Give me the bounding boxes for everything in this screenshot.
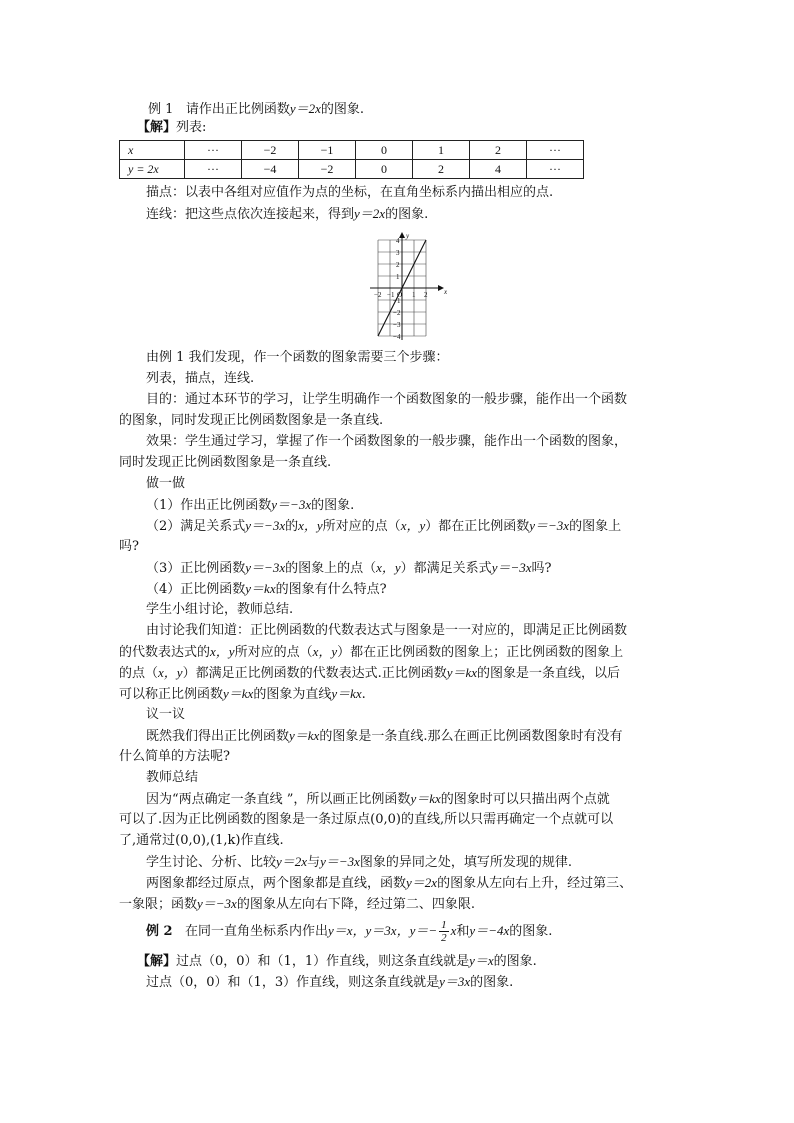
paragraph-line: 什么简单的方法呢? xyxy=(119,749,230,764)
paragraph-line: 可以了.因为正比例函数的图象是一条过原点(0,0)的直线,所以只需再确定一个点就可以 xyxy=(119,812,614,827)
table-row xyxy=(120,160,584,179)
paragraph-line: 由例 1 我们发现，作一个函数的图象需要三个步骤： xyxy=(146,350,449,365)
table-cell: ··· xyxy=(527,160,584,179)
text: 图象的异同之处，填写所发现的规律. xyxy=(359,855,573,870)
text: 所对应的点（ xyxy=(322,519,401,534)
table-cell: −2 xyxy=(242,141,299,160)
text: 过点（0，0）和（1，3）作直线，则这条直线就是 xyxy=(146,975,440,990)
paragraph-line: 学生小组讨论，教师总结. xyxy=(146,602,294,617)
formula: x，y xyxy=(298,518,323,533)
paragraph-line xyxy=(146,972,513,993)
text: 的图象上的点（ xyxy=(285,561,377,576)
paragraph-line xyxy=(119,684,366,705)
paragraph-line: 吗? xyxy=(119,539,139,554)
formula: y＝kx xyxy=(446,665,478,680)
formula: y＝2x xyxy=(289,101,321,116)
formula: y＝kx xyxy=(245,581,276,596)
table-cell: 1 xyxy=(413,141,470,160)
example-2-heading xyxy=(146,919,552,944)
table-cell: 2 xyxy=(413,160,470,179)
text: 的图象是一条直线.那么在画正比例函数图象时有没有 xyxy=(319,729,623,744)
formula: x xyxy=(450,923,457,938)
text: （2）满足关系式 xyxy=(146,519,246,534)
paragraph-line: 同时发现正比例函数图象是一条直线. xyxy=(119,455,332,470)
y-tick-label: −4 xyxy=(393,333,401,341)
y-tick-label: 4 xyxy=(396,237,400,245)
paragraph-line xyxy=(146,789,610,810)
paragraph-line: 效果：学生通过学习，掌握了作一个函数图象的一般步骤，能作出一个函数的图象， xyxy=(146,434,628,449)
example-text: 的图象. xyxy=(320,102,365,117)
solution-label: 【解】 xyxy=(137,120,177,135)
formula: y＝−3x xyxy=(529,518,570,533)
formula: x，y xyxy=(210,644,235,659)
section-heading-discuss: 议一议 xyxy=(146,707,186,722)
formula: y＝2x xyxy=(276,854,308,869)
formula: y＝−3x xyxy=(271,497,312,512)
formula: y＝−3x xyxy=(245,560,286,575)
example-label: 例 2 xyxy=(146,924,173,939)
text: （1）作出正比例函数 xyxy=(146,498,272,513)
question-2 xyxy=(146,516,621,537)
formula: y＝−4x xyxy=(469,923,510,938)
text: ）都在正比例函数的图象上；正比例函数的图象上 xyxy=(337,645,624,660)
y-tick-label: −3 xyxy=(393,321,401,329)
x-tick-label: −1 xyxy=(387,291,395,299)
table-cell: −2 xyxy=(299,160,356,179)
example-1-heading xyxy=(148,99,364,120)
formula: y＝x，y＝3x，y＝− xyxy=(328,923,438,938)
text: 的图象从左向右上升，经过第三、 xyxy=(437,876,633,891)
text: 一象限；函数 xyxy=(119,897,198,912)
formula: y＝−3x xyxy=(491,560,532,575)
formula: y＝x xyxy=(469,953,494,968)
fraction-denominator: 2 xyxy=(441,932,447,944)
formula: x，y xyxy=(312,644,338,659)
step-plot: 描点：以表中各组对应值作为点的坐标，在直角坐标系内描出相应的点. xyxy=(146,185,554,200)
text: 的图象. xyxy=(509,924,553,939)
text: 的图象有什么特点? xyxy=(275,582,387,597)
formula: y＝−3x xyxy=(245,518,286,533)
formula: y＝2x xyxy=(406,875,438,890)
table-cell: −1 xyxy=(299,141,356,160)
formula: y＝−3x xyxy=(320,854,360,869)
table-cell: ··· xyxy=(527,141,584,160)
text: ）都满足正比例函数的代数表达式.正比例函数 xyxy=(182,666,447,681)
step-text: 的图象. xyxy=(385,207,429,222)
table-cell: 0 xyxy=(356,160,413,179)
table-cell: ··· xyxy=(185,141,242,160)
formula: y＝kx xyxy=(223,686,254,701)
table-row xyxy=(120,141,584,160)
paragraph-line: 了,通常过(0,0),(1,k)作直线. xyxy=(119,833,284,848)
solution-line xyxy=(137,951,537,972)
x-tick-label: −2 xyxy=(374,291,382,299)
table-cell: ··· xyxy=(185,160,242,179)
question-3 xyxy=(146,558,552,579)
text: 的图象是一条直线，以后 xyxy=(477,666,621,681)
text: ）都满足关系式 xyxy=(400,561,492,576)
text: 所对应的点（ xyxy=(234,645,313,660)
y-tick-label: 2 xyxy=(396,261,400,269)
table-cell: −4 xyxy=(242,160,299,179)
y-tick-label: −1 xyxy=(393,297,401,305)
fraction xyxy=(439,919,449,944)
text: 的图象. xyxy=(470,975,514,990)
paragraph-line: 目的：通过本环节的学习，让学生明确作一个函数图象的一般步骤，能作出一个函数 xyxy=(146,392,628,407)
text: 的代数表达式的 xyxy=(119,645,211,660)
text: 在同一直角坐标系内作出 xyxy=(184,924,328,939)
paragraph-line: 由讨论我们知道：正比例函数的代数表达式与图象是一一对应的，即满足正比例函数 xyxy=(146,623,628,638)
paragraph-line: 列表，描点，连线. xyxy=(146,371,255,386)
text: 过点（0，0）和（1，1）作直线，则这条直线就是 xyxy=(176,954,470,969)
text: 的图象为直线 xyxy=(253,687,332,702)
text: 和 xyxy=(456,924,470,939)
x-tick-label: 1 xyxy=(412,291,416,299)
origin-label: O xyxy=(397,291,403,299)
formula: x，y xyxy=(400,518,426,533)
text: 的图象从左向右下降，经过第二、四象限. xyxy=(236,897,475,912)
y-axis-arrow-icon xyxy=(399,232,405,238)
text: 吗? xyxy=(531,561,552,576)
step-connect xyxy=(146,204,428,225)
text: 两图象都经过原点，两个图象都是直线，函数 xyxy=(146,876,407,891)
paragraph-line xyxy=(146,852,572,873)
formula: y＝kx xyxy=(410,791,441,806)
paragraph-line: 的图象，同时发现正比例函数图象是一条直线. xyxy=(119,413,384,428)
table-cell: 4 xyxy=(470,160,527,179)
section-heading-summary: 教师总结 xyxy=(146,770,199,785)
text: 既然我们得出正比例函数 xyxy=(146,729,290,744)
text: 的点（ xyxy=(119,666,159,681)
y-tick-label: 3 xyxy=(396,249,400,257)
text: 的图象. xyxy=(311,498,355,513)
text: 学生讨论、分析、比较 xyxy=(146,855,277,870)
formula: x，y xyxy=(158,665,183,680)
text: 因为“两点确定一条直线 ”，所以画正比例函数 xyxy=(146,792,411,807)
question-4 xyxy=(146,579,387,600)
value-table xyxy=(119,140,584,179)
text: 与 xyxy=(307,855,321,870)
text: 的 xyxy=(285,519,299,534)
row-header: x xyxy=(120,141,185,160)
text: （3）正比例函数 xyxy=(146,561,246,576)
x-tick-label: 2 xyxy=(424,291,428,299)
solution-heading xyxy=(137,118,206,138)
question-1 xyxy=(146,495,354,516)
paragraph-line xyxy=(119,642,623,663)
text: 可以称正比例函数 xyxy=(119,687,224,702)
example-text: 请作出正比例函数 xyxy=(185,102,290,117)
list-label: 列表: xyxy=(176,120,207,135)
formula: y＝2x xyxy=(354,206,386,221)
y-tick-label: −2 xyxy=(393,309,401,317)
text: . xyxy=(361,687,366,702)
text: （4）正比例函数 xyxy=(146,582,246,597)
text: 的图象时可以只描出两个点就 xyxy=(440,792,610,807)
formula: y＝kx xyxy=(289,728,320,743)
text: ）都在正比例函数 xyxy=(425,519,530,534)
paragraph-line xyxy=(119,894,475,915)
fraction-numerator: 1 xyxy=(441,919,447,931)
formula: x，y xyxy=(376,560,401,575)
paragraph-line xyxy=(119,663,620,684)
step-text: 连线：把这些点依次连接起来，得到 xyxy=(146,207,355,222)
paragraph-line xyxy=(146,873,632,894)
row-header: y = 2x xyxy=(120,160,185,179)
table-cell: 2 xyxy=(470,141,527,160)
section-heading-do: 做一做 xyxy=(146,476,186,491)
example-label: 例 1 xyxy=(148,102,174,117)
x-axis-label: x xyxy=(444,288,448,296)
paragraph-line xyxy=(146,726,622,747)
solution-label: 【解】 xyxy=(137,954,177,969)
text: 的图象. xyxy=(493,954,537,969)
table-cell: 0 xyxy=(356,141,413,160)
formula: y＝kx xyxy=(331,686,362,701)
formula: y＝−3x xyxy=(197,896,237,911)
formula: y＝3x xyxy=(439,974,471,989)
y-tick-label: 1 xyxy=(396,273,400,281)
function-graph xyxy=(370,232,450,344)
text: 的图象上 xyxy=(569,519,622,534)
y-axis-label: y xyxy=(406,232,410,240)
